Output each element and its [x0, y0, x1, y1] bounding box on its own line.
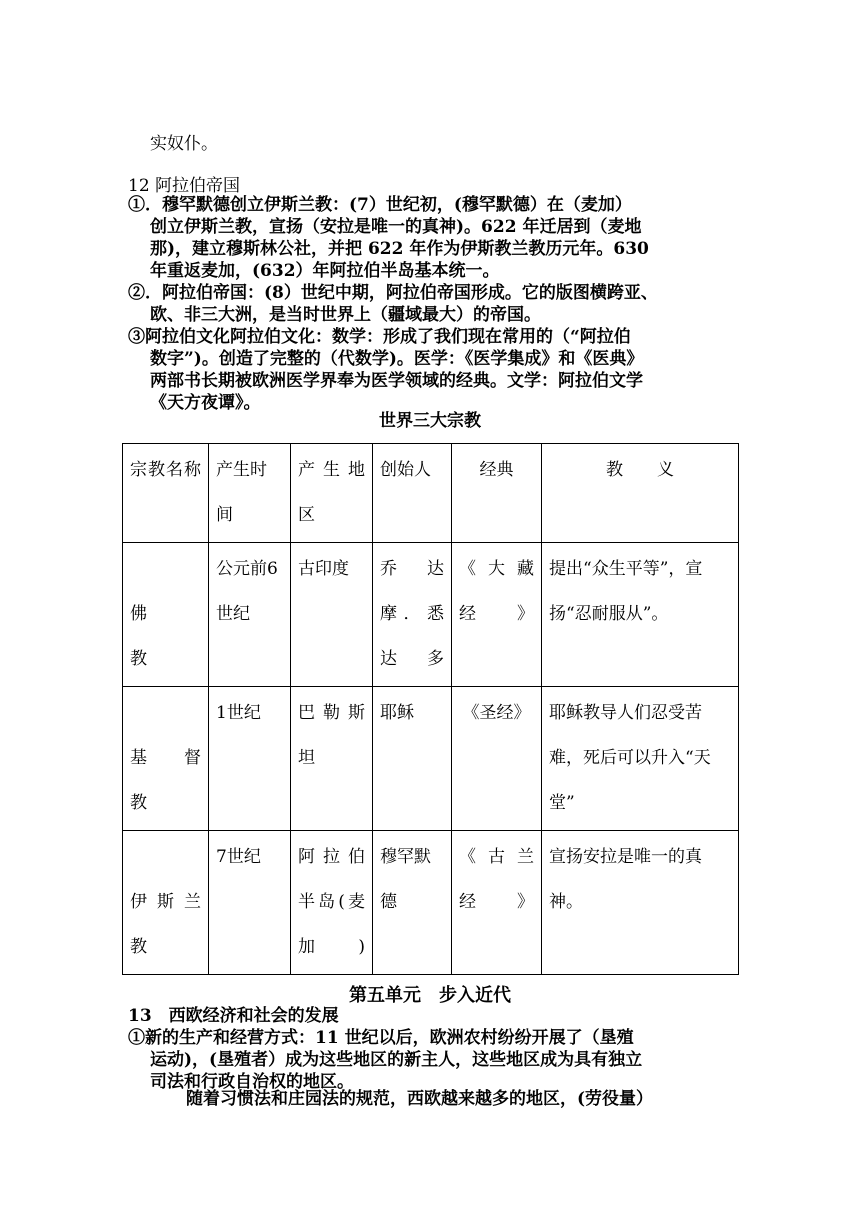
item-1-line-2: 创立伊斯兰教，宣扬（安拉是唯一的真神)。622 年迁居到（麦地: [150, 217, 642, 237]
table-row: [123, 543, 739, 687]
religion-name: 基督 教: [123, 687, 209, 831]
founder: 乔达摩．悉达多: [373, 543, 452, 687]
header-time: 产生时间: [209, 444, 291, 543]
religion-name: 伊斯兰 教: [123, 831, 209, 975]
origin-time: 7世纪: [209, 831, 291, 975]
origin-region: 巴勒斯坦: [291, 687, 373, 831]
item-1-line-1: ①．穆罕默德创立伊斯兰教：(7）世纪初，(穆罕默德）在（麦加）: [128, 195, 632, 215]
header-region: 产生地区: [291, 444, 373, 543]
table-header-row: [123, 444, 739, 543]
unit-title: 第五单元 步入近代: [349, 985, 511, 1006]
item-2-line-2: 欧、非三大洲，是当时世界上（疆域最大）的帝国。: [150, 305, 541, 325]
table-row: [123, 831, 739, 975]
origin-region: 古印度: [291, 543, 373, 687]
item-1-line-4: 年重返麦加，(632）年阿拉伯半岛基本统一。: [150, 261, 500, 281]
doctrine: 宣扬安拉是唯一的真神。: [542, 831, 739, 975]
section-13-line-4: 随着习惯法和庄园法的规范，西欧越来越多的地区，(劳役量）: [186, 1089, 654, 1109]
header-founder: 创始人: [373, 444, 452, 543]
origin-region: 阿拉伯半岛(麦加): [291, 831, 373, 975]
section-13-line-3: 司法和行政自治权的地区。: [150, 1072, 354, 1092]
item-3-line-2: 数字”)。创造了完整的（代数学)。医学：《医学集成》和《医典》: [150, 349, 644, 369]
section-13-title: 13 西欧经济和社会的发展: [128, 1006, 339, 1026]
founder: 穆罕默德: [373, 831, 452, 975]
table-row: [123, 687, 739, 831]
scripture: 《古兰经》: [452, 831, 542, 975]
item-1-line-3: 那)，建立穆斯林公社，并把 622 年作为伊斯教兰教历元年。630: [150, 239, 649, 259]
continuation-text: 实奴仆。: [150, 134, 218, 154]
section-13-line-1: ①新的生产和经营方式：11 世纪以后，欧洲农村纷纷开展了（垦殖: [128, 1028, 634, 1048]
header-doctrine: 教 义: [542, 444, 739, 543]
item-3-line-1: ③阿拉伯文化阿拉伯文化：数学：形成了我们现在常用的（“阿拉伯: [128, 327, 631, 347]
founder: 耶稣: [373, 687, 452, 831]
header-scripture: 经典: [452, 444, 542, 543]
item-3-line-4: 《天方夜谭》。: [150, 393, 261, 413]
item-2-line-1: ②．阿拉伯帝国：(8）世纪中期，阿拉伯帝国形成。它的版图横跨亚、: [128, 283, 658, 303]
doctrine: 提出“众生平等”，宣扬“忍耐服从”。: [542, 543, 739, 687]
scripture: 《圣经》: [452, 687, 542, 831]
origin-time: 公元前6世纪: [209, 543, 291, 687]
religion-name: 佛 教: [123, 543, 209, 687]
origin-time: 1世纪: [209, 687, 291, 831]
scripture: 《大藏经》: [452, 543, 542, 687]
religions-table: [122, 443, 739, 975]
section-12-title: 12 阿拉伯帝国: [128, 176, 241, 196]
table-caption: 世界三大宗教: [379, 411, 481, 431]
section-13-line-2: 运动)，(垦殖者）成为这些地区的新主人，这些地区成为具有独立: [150, 1050, 643, 1070]
item-3-line-3: 两部书长期被欧洲医学界奉为医学领域的经典。文学：阿拉伯文学: [150, 371, 643, 391]
doctrine: 耶稣教导人们忍受苦难，死后可以升入“天堂”: [542, 687, 739, 831]
header-religion: 宗教名称: [123, 444, 209, 543]
